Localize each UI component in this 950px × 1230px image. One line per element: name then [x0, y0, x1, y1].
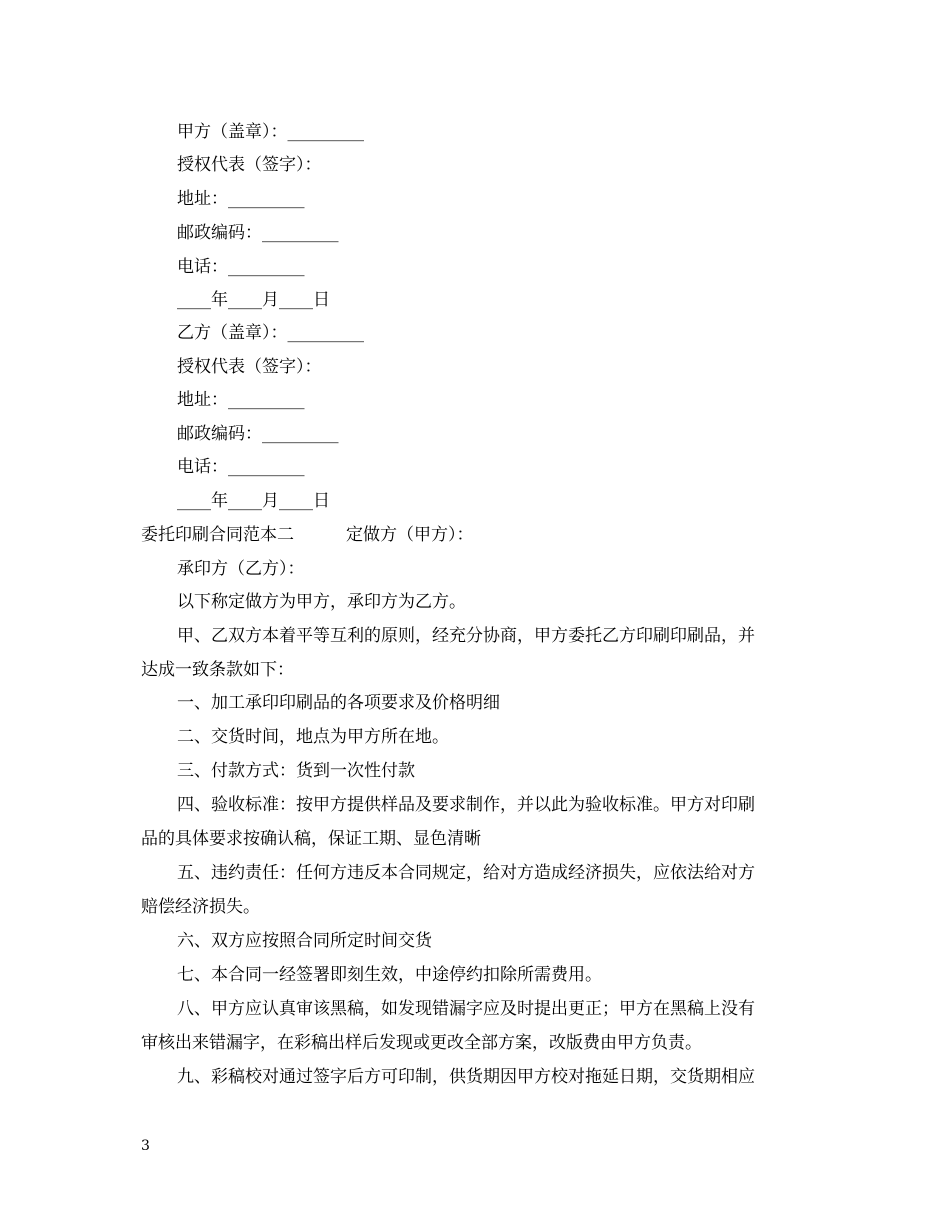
clause-3: 三、付款方式：货到一次性付款: [177, 761, 415, 781]
party-a-address-line: 地址：_________: [177, 189, 305, 209]
clause-9-line-1: 九、彩稿校对通过签字后方可印制，供货期因甲方校对拖延日期，交货期相应: [177, 1067, 755, 1087]
definition-paragraph: 以下称定做方为甲方，承印方为乙方。: [177, 592, 466, 612]
party-b-representative-line: 授权代表（签字）：: [177, 357, 322, 377]
party-a-date-line: ____年____月____日: [177, 290, 330, 310]
party-b-date-line: ____年____月____日: [177, 491, 330, 511]
party-a-representative-line: 授权代表（签字）：: [177, 155, 322, 175]
template-title-line: [141, 524, 811, 546]
orderer-label: 定做方（甲方）：: [346, 525, 474, 545]
clause-4-line-1: 四、验收标准：按甲方提供样品及要求制作，并以此为验收标准。甲方对印刷: [177, 795, 755, 815]
printer-label-line: 承印方（乙方）：: [177, 559, 305, 579]
party-a-seal-line: 甲方（盖章）：_________: [177, 122, 364, 142]
clause-5-line-2: 赔偿经济损失。: [141, 897, 260, 917]
clause-2: 二、交货时间，地点为甲方所在地。: [177, 727, 449, 747]
clause-4-line-2: 品的具体要求按确认稿，保证工期、显色清晰: [141, 829, 481, 849]
party-b-postcode-line: 邮政编码：_________: [177, 424, 339, 444]
party-b-seal-line: 乙方（盖章）：_________: [177, 323, 364, 343]
clause-1: 一、加工承印印刷品的各项要求及价格明细: [177, 693, 500, 713]
clause-6: 六、双方应按照合同所定时间交货: [177, 931, 432, 951]
preamble-line-2: 达成一致条款如下：: [141, 660, 294, 680]
clause-5-line-1: 五、违约责任：任何方违反本合同规定，给对方造成经济损失，应依法给对方: [177, 863, 755, 883]
preamble-line-1: 甲、乙双方本着平等互利的原则，经充分协商，甲方委托乙方印刷印刷品，并: [177, 626, 755, 646]
page-number: 3: [141, 1138, 150, 1154]
party-a-phone-line: 电话：_________: [177, 257, 305, 277]
template-title: 委托印刷合同范本二: [141, 525, 294, 545]
party-b-address-line: 地址：_________: [177, 390, 305, 410]
clause-8-line-1: 八、甲方应认真审该黑稿，如发现错漏字应及时提出更正；甲方在黑稿上没有: [177, 999, 755, 1019]
clause-7: 七、本合同一经签署即刻生效，中途停约扣除所需费用。: [177, 965, 602, 985]
party-a-postcode-line: 邮政编码：_________: [177, 223, 339, 243]
party-b-phone-line: 电话：_________: [177, 457, 305, 477]
clause-8-line-2: 审核出来错漏字，在彩稿出样后发现或更改全部方案，改版费由甲方负责。: [141, 1033, 702, 1053]
